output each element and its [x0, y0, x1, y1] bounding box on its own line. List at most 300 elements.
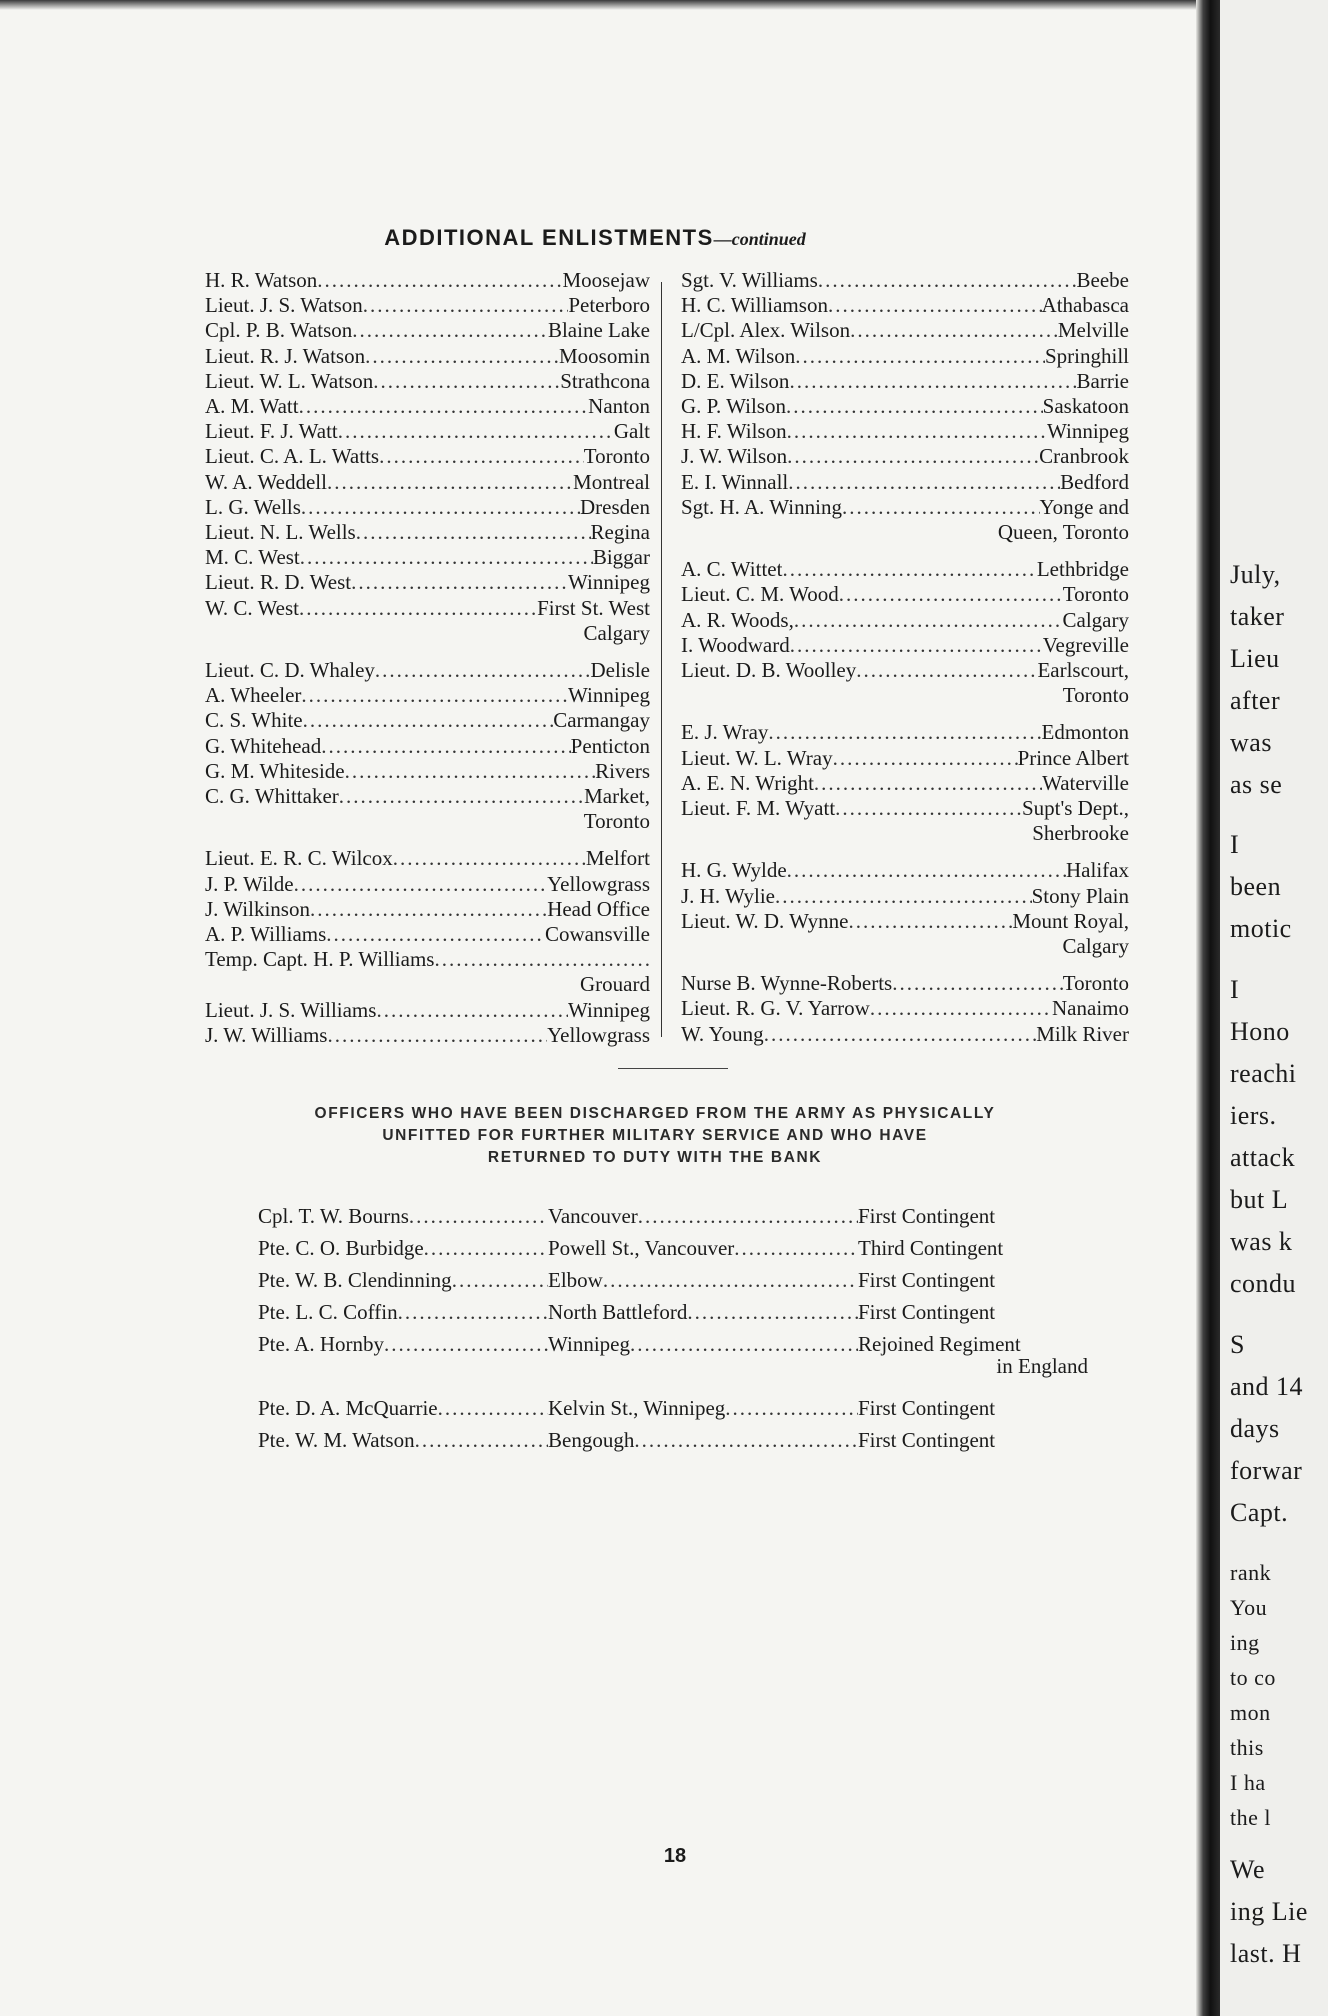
officer-name-cell	[258, 1296, 548, 1328]
leader-dots	[301, 495, 580, 520]
leader-dots	[734, 1232, 858, 1264]
entry-name: Lieut. C. M. Wood	[681, 582, 839, 607]
leader-dots	[833, 746, 1018, 771]
enlistment-entry	[205, 470, 650, 495]
enlistment-entry	[681, 796, 1129, 821]
entry-location-continued: Calgary	[583, 620, 650, 645]
leader-dots	[294, 872, 547, 897]
leader-dots	[299, 394, 589, 419]
entry-name: Lieut. W. L. Wray	[681, 745, 833, 770]
enlistment-entry	[205, 293, 650, 318]
officer-contingent: First Contingent	[858, 1300, 996, 1324]
entry-location: Melfort	[585, 846, 650, 871]
officer-branch-cell	[548, 1392, 858, 1424]
enlistment-entry	[205, 708, 650, 733]
entry-name: Lieut. C. A. L. Watts	[205, 444, 380, 469]
entry-name: W. C. West	[205, 595, 299, 620]
facing-page-text: ing	[1230, 1630, 1260, 1655]
enlistment-entry	[681, 633, 1129, 658]
leader-dots	[687, 1296, 858, 1328]
officer-name: Pte. W. B. Clendinning	[258, 1268, 452, 1292]
leader-dots	[300, 545, 593, 570]
enlistment-entry	[205, 683, 650, 708]
entry-name: J. W. Williams	[205, 1022, 328, 1047]
leader-dots	[818, 268, 1077, 293]
leader-dots	[630, 1328, 858, 1360]
enlistment-entry	[205, 998, 650, 1023]
entry-location-continued: Calgary	[1062, 934, 1129, 959]
facing-page-text: as se	[1230, 770, 1283, 799]
officer-branch: North Battleford	[548, 1300, 688, 1324]
entry-name: H. C. Williamson	[681, 293, 828, 318]
entry-name: Lieut. J. S. Williams	[205, 997, 377, 1022]
officer-branch-cell	[548, 1424, 858, 1456]
officer-name: Pte. C. O. Burbidge	[258, 1236, 424, 1260]
entry-location: Toronto	[1062, 971, 1129, 996]
facing-page-text: to co	[1230, 1665, 1276, 1690]
facing-page-text: and 14	[1230, 1372, 1304, 1401]
leader-dots	[789, 369, 1076, 394]
leader-dots	[787, 444, 1039, 469]
leader-dots	[438, 1392, 548, 1424]
entry-name: Lieut. R. G. V. Yarrow	[681, 996, 870, 1021]
facing-page-text: July,	[1230, 560, 1281, 589]
officer-contingent: First Contingent	[858, 1428, 996, 1452]
entry-name: Lieut. R. J. Watson	[205, 343, 366, 368]
leader-dots	[768, 720, 1041, 745]
entry-name: C. S. White	[205, 708, 303, 733]
officer-name-cell	[258, 1392, 548, 1424]
enlistment-entry	[681, 884, 1129, 909]
officer-contingent: Third Contingent	[858, 1236, 1004, 1260]
leader-dots	[345, 759, 596, 784]
enlistment-entry	[681, 344, 1129, 369]
leader-dots	[849, 909, 1013, 934]
officer-branch: Vancouver	[548, 1204, 638, 1228]
entry-location: Head Office	[547, 896, 650, 921]
enlistment-entry	[681, 971, 1129, 996]
entry-location: Peterboro	[568, 293, 650, 318]
leader-dots	[424, 1232, 548, 1264]
leader-dots	[787, 419, 1047, 444]
entry-location: Stony Plain	[1031, 883, 1129, 908]
enlistment-entry	[205, 268, 650, 293]
leader-dots	[379, 444, 584, 469]
officer-branch-cell	[548, 1296, 858, 1328]
entry-location: Melville	[1057, 318, 1129, 343]
section-rule	[618, 1068, 728, 1069]
enlistment-entry	[205, 872, 650, 897]
enlistment-entry	[681, 771, 1129, 796]
enlistment-entry	[205, 1023, 650, 1048]
entry-location: Vegreville	[1042, 632, 1129, 657]
leader-dots	[327, 1023, 547, 1048]
leader-dots	[310, 897, 547, 922]
facing-page-text: was	[1230, 728, 1272, 757]
page-heading	[200, 225, 990, 251]
enlistment-entry	[681, 858, 1129, 883]
entry-name: A. M. Watt	[205, 394, 299, 419]
entry-location: Lethbridge	[1036, 557, 1129, 582]
entry-gap	[205, 834, 650, 846]
officer-name-cell	[258, 1328, 548, 1360]
enlistment-entry	[681, 419, 1129, 444]
entry-location: Montreal	[573, 469, 650, 494]
entry-name: J. P. Wilde	[205, 871, 294, 896]
entry-name: Nurse B. Wynne-Roberts	[681, 971, 893, 996]
entry-location-continued: Toronto	[583, 809, 650, 834]
leader-dots	[787, 858, 1066, 883]
entry-location: Market,	[584, 784, 650, 809]
officer-entry	[258, 1264, 1088, 1296]
leader-dots	[794, 608, 1063, 633]
entry-name: A. C. Wittet	[681, 557, 783, 582]
enlistment-entry	[681, 470, 1129, 495]
leader-dots	[782, 557, 1036, 582]
enlistment-entry	[681, 582, 1129, 607]
officer-branch: Powell St., Vancouver	[548, 1236, 735, 1260]
officer-branch: Winnipeg	[548, 1332, 630, 1356]
officers-list	[258, 1200, 1088, 1456]
officer-branch: Bengough	[548, 1428, 635, 1452]
entry-location: Strathcona	[560, 368, 650, 393]
leader-dots	[775, 884, 1032, 909]
entry-location: Blaine Lake	[547, 318, 650, 343]
entry-location: Winnipeg	[568, 570, 650, 595]
leader-dots	[326, 922, 545, 947]
officer-branch-cell	[548, 1264, 858, 1296]
entry-name: W. Young	[681, 1021, 764, 1046]
enlistment-entry	[681, 909, 1129, 934]
leader-dots	[814, 771, 1042, 796]
officer-name: Pte. A. Hornby	[258, 1332, 384, 1356]
leader-dots	[790, 633, 1043, 658]
entry-name: H. R. Watson	[205, 268, 318, 292]
officer-entry	[258, 1200, 1088, 1232]
leader-dots	[301, 683, 568, 708]
facing-page-text: been	[1230, 872, 1282, 901]
facing-page-text: last. H	[1230, 1939, 1302, 1968]
entry-location: Athabasca	[1041, 293, 1129, 318]
leader-dots	[363, 293, 569, 318]
enlistment-entry	[205, 846, 650, 871]
facing-page-text: I ha	[1230, 1770, 1266, 1795]
officers-title-line1: OFFICERS WHO HAVE BEEN DISCHARGED FROM THE ARMY AS PHYSICALLY	[314, 1105, 996, 1122]
enlistment-entry	[205, 947, 650, 972]
column-divider	[661, 282, 662, 1037]
entry-gap	[205, 646, 650, 658]
leader-dots	[856, 658, 1037, 683]
entry-name: Lieut. F. J. Watt	[205, 419, 338, 444]
entry-name: A. P. Williams	[205, 922, 327, 947]
facing-page-text: reachi	[1230, 1059, 1297, 1088]
entry-name: M. C. West	[205, 545, 300, 570]
entry-location: Beebe	[1076, 268, 1129, 292]
book-gutter	[1196, 0, 1220, 2016]
leader-dots	[356, 520, 591, 545]
leader-dots	[409, 1200, 548, 1232]
facing-page-text: this	[1230, 1735, 1264, 1760]
leader-dots	[452, 1264, 548, 1296]
entry-name: G. Whitehead	[205, 733, 322, 758]
entry-name: A. R. Woods,	[681, 607, 794, 632]
enlistments-left-column	[205, 268, 650, 1048]
enlistment-entry	[205, 570, 650, 595]
facing-page-text: taker	[1230, 602, 1285, 631]
facing-page-text: but L	[1230, 1185, 1289, 1214]
entry-location: Winnipeg	[568, 997, 650, 1022]
leader-dots	[638, 1200, 858, 1232]
enlistment-entry	[681, 268, 1129, 293]
entry-name: W. A. Weddell	[205, 469, 327, 494]
enlistment-entry	[681, 369, 1129, 394]
enlistment-entry	[681, 557, 1129, 582]
officer-name-cell	[258, 1424, 548, 1456]
leader-dots	[384, 1328, 548, 1360]
leader-dots	[303, 708, 554, 733]
facing-page-text: the l	[1230, 1805, 1271, 1830]
officer-contingent: First Contingent	[858, 1396, 996, 1420]
facing-page-text: I	[1230, 975, 1240, 1004]
heading-title: ADDITIONAL ENLISTMENTS	[384, 225, 714, 250]
entry-name: Lieut. R. D. West	[205, 570, 352, 595]
officer-name-cell	[258, 1200, 548, 1232]
entry-name: Sgt. H. A. Winning	[681, 494, 842, 519]
leader-dots	[398, 1296, 548, 1328]
leader-dots	[892, 971, 1063, 996]
entry-location: Barrie	[1076, 368, 1129, 393]
enlistment-entry	[205, 495, 650, 520]
leader-dots	[321, 734, 570, 759]
entry-name: Lieut. F. M. Wyatt	[681, 796, 836, 821]
leader-dots	[339, 784, 584, 809]
entry-location: Cranbrook	[1039, 444, 1129, 469]
entry-location: Toronto	[1062, 582, 1129, 607]
entry-location: Mount Royal,	[1012, 908, 1129, 933]
entry-location: Moosejaw	[562, 268, 650, 292]
entry-name: Temp. Capt. H. P. Williams	[205, 947, 435, 972]
officer-contingent: First Contingent	[858, 1204, 996, 1228]
entry-name: Lieut. D. B. Woolley	[681, 658, 857, 683]
officer-branch: Elbow	[548, 1268, 603, 1292]
facing-page-text: iers.	[1230, 1101, 1277, 1130]
entry-location: Supt's Dept.,	[1021, 796, 1129, 821]
entry-location: Toronto	[583, 444, 650, 469]
leader-dots	[850, 318, 1058, 343]
enlistment-entry	[205, 444, 650, 469]
entry-name: Lieut. W. D. Wynne	[681, 908, 849, 933]
officer-branch-cell	[548, 1200, 858, 1232]
facing-page-text: condu	[1230, 1269, 1297, 1298]
entry-location: Waterville	[1042, 770, 1129, 795]
officer-name-cell	[258, 1232, 548, 1264]
enlistment-entry	[205, 520, 650, 545]
enlistment-entry	[205, 897, 650, 922]
entry-name: H. G. Wylde	[681, 858, 787, 883]
entry-name: J. H. Wylie	[681, 883, 776, 908]
entry-location: Prince Albert	[1017, 745, 1129, 770]
officer-entry	[258, 1392, 1088, 1424]
leader-dots	[352, 318, 548, 343]
enlistment-entry	[681, 996, 1129, 1021]
officer-branch-cell	[548, 1232, 858, 1264]
leader-dots	[634, 1424, 858, 1456]
entry-name: A. M. Wilson	[681, 343, 796, 368]
facing-page-text: mon	[1230, 1700, 1271, 1725]
leader-dots	[795, 344, 1045, 369]
officer-entry	[258, 1328, 1088, 1360]
entry-name: I. Woodward	[681, 632, 790, 657]
entry-name: E. J. Wray	[681, 720, 769, 745]
leader-dots	[317, 268, 562, 293]
leader-dots	[365, 344, 559, 369]
enlistment-entry	[681, 318, 1129, 343]
leader-dots	[375, 658, 591, 683]
entry-location-continued: Sherbrooke	[1032, 821, 1129, 846]
leader-dots	[393, 846, 586, 871]
top-shadow	[0, 0, 1196, 10]
officer-contingent: Rejoined Regiment	[858, 1332, 1021, 1356]
entry-location: Winnipeg	[568, 683, 650, 708]
officer-contingent-continued: in England	[996, 1354, 1088, 1378]
enlistment-entry	[205, 759, 650, 784]
entry-location: Winnipeg	[1047, 419, 1129, 444]
leader-dots	[839, 582, 1063, 607]
entry-location: Cowansville	[545, 922, 650, 947]
facing-page-text: I	[1230, 830, 1240, 859]
entry-location: Milk River	[1036, 1021, 1129, 1046]
officer-contingent: First Contingent	[858, 1268, 996, 1292]
entry-name: Lieut. W. L. Watson	[205, 368, 374, 393]
enlistment-entry	[681, 1022, 1129, 1047]
leader-dots	[835, 796, 1022, 821]
entry-location: Biggar	[592, 545, 650, 570]
facing-page-text: attack	[1230, 1143, 1296, 1172]
leader-dots	[842, 495, 1040, 520]
leader-dots	[764, 1022, 1037, 1047]
leader-dots	[786, 394, 1043, 419]
officers-title-line2: UNFITTED FOR FURTHER MILITARY SERVICE AND WHO HAVE	[382, 1127, 928, 1144]
facing-page-text: We	[1230, 1855, 1265, 1884]
enlistment-entry	[205, 419, 650, 444]
leader-dots	[434, 947, 650, 972]
enlistment-entry	[681, 658, 1129, 683]
facing-page	[1220, 0, 1328, 2016]
entry-gap	[681, 545, 1129, 557]
leader-dots	[376, 998, 568, 1023]
entry-gap	[681, 959, 1129, 971]
facing-page-text: motic	[1230, 914, 1292, 943]
entry-location: Edmonton	[1041, 720, 1129, 745]
entry-name: C. G. Whittaker	[205, 784, 339, 809]
enlistment-entry	[681, 495, 1129, 520]
facing-page-text: S	[1230, 1330, 1245, 1359]
enlistment-entry	[205, 318, 650, 343]
facing-page-text: days	[1230, 1414, 1280, 1443]
entry-location-continued: Grouard	[580, 972, 650, 997]
entry-location: Halifax	[1066, 858, 1129, 883]
facing-page-text: Hono	[1230, 1017, 1290, 1046]
facing-page-text: forwar	[1230, 1456, 1303, 1485]
officer-branch-cell	[548, 1328, 858, 1360]
entry-name: L. G. Wells	[205, 494, 301, 519]
officers-section-title	[215, 1103, 1095, 1169]
leader-dots	[870, 996, 1052, 1021]
officer-name: Pte. W. M. Watson	[258, 1428, 415, 1452]
enlistment-entry	[681, 746, 1129, 771]
facing-page-text: Capt.	[1230, 1498, 1289, 1527]
leader-dots	[725, 1392, 858, 1424]
leader-dots	[338, 419, 614, 444]
enlistment-entry	[205, 784, 650, 809]
facing-page-text: ing Lie	[1230, 1897, 1308, 1926]
leader-dots	[327, 470, 573, 495]
enlistment-entry	[205, 734, 650, 759]
entry-gap	[681, 846, 1129, 858]
leader-dots	[299, 596, 537, 621]
officer-name-cell	[258, 1264, 548, 1296]
entry-name: Lieut. E. R. C. Wilcox	[205, 846, 393, 871]
entry-location: Penticton	[570, 733, 650, 758]
entry-name: L/Cpl. Alex. Wilson	[681, 318, 851, 343]
entry-location: Nanaimo	[1052, 996, 1129, 1021]
entry-location: Saskatoon	[1042, 394, 1129, 419]
enlistment-entry	[205, 369, 650, 394]
entry-name: Lieut. N. L. Wells	[205, 520, 356, 545]
enlistment-entry	[205, 394, 650, 419]
facing-page-text: was k	[1230, 1227, 1293, 1256]
enlistment-entry	[205, 596, 650, 621]
enlistment-entry	[681, 394, 1129, 419]
officer-name: Cpl. T. W. Bourns	[258, 1204, 409, 1228]
leader-dots	[788, 470, 1060, 495]
entry-gap	[681, 708, 1129, 720]
entry-name: Lieut. C. D. Whaley	[205, 658, 375, 683]
enlistment-entry	[205, 545, 650, 570]
entry-location-continued: Toronto	[1062, 683, 1129, 708]
officer-branch: Kelvin St., Winnipeg	[548, 1396, 726, 1420]
facing-page-text: You	[1230, 1595, 1268, 1620]
entry-location: Moosomin	[558, 343, 650, 368]
enlistment-entry	[681, 293, 1129, 318]
entry-location: Dresden	[580, 494, 650, 519]
entry-location: Yonge and	[1039, 494, 1129, 519]
facing-page-text: after	[1230, 686, 1281, 715]
entry-name: Lieut. J. S. Watson	[205, 293, 363, 318]
entry-location: Bedford	[1060, 469, 1129, 494]
entry-name: D. E. Wilson	[681, 368, 790, 393]
entry-name: J. Wilkinson	[205, 896, 310, 921]
officer-entry	[258, 1232, 1088, 1264]
heading-continued: —continued	[713, 229, 806, 249]
entry-name: J. W. Wilson	[681, 444, 788, 469]
entry-name: H. F. Wilson	[681, 419, 787, 444]
entry-name: Sgt. V. Williams	[681, 268, 818, 292]
entry-location: Yellowgrass	[547, 1022, 650, 1047]
enlistment-entry	[681, 608, 1129, 633]
leader-dots	[351, 570, 568, 595]
enlistments-right-column	[681, 268, 1129, 1047]
entry-name: E. I. Winnall	[681, 469, 789, 494]
entry-name: Cpl. P. B. Watson	[205, 318, 353, 343]
entry-location: Yellowgrass	[547, 871, 650, 896]
entry-name: G. P. Wilson	[681, 394, 786, 419]
facing-page-text: rank	[1230, 1560, 1272, 1585]
entry-location: Delisle	[590, 658, 650, 683]
entry-name: A. E. N. Wright	[681, 770, 814, 795]
entry-location: Galt	[613, 419, 650, 444]
entry-location: Carmangay	[553, 708, 650, 733]
